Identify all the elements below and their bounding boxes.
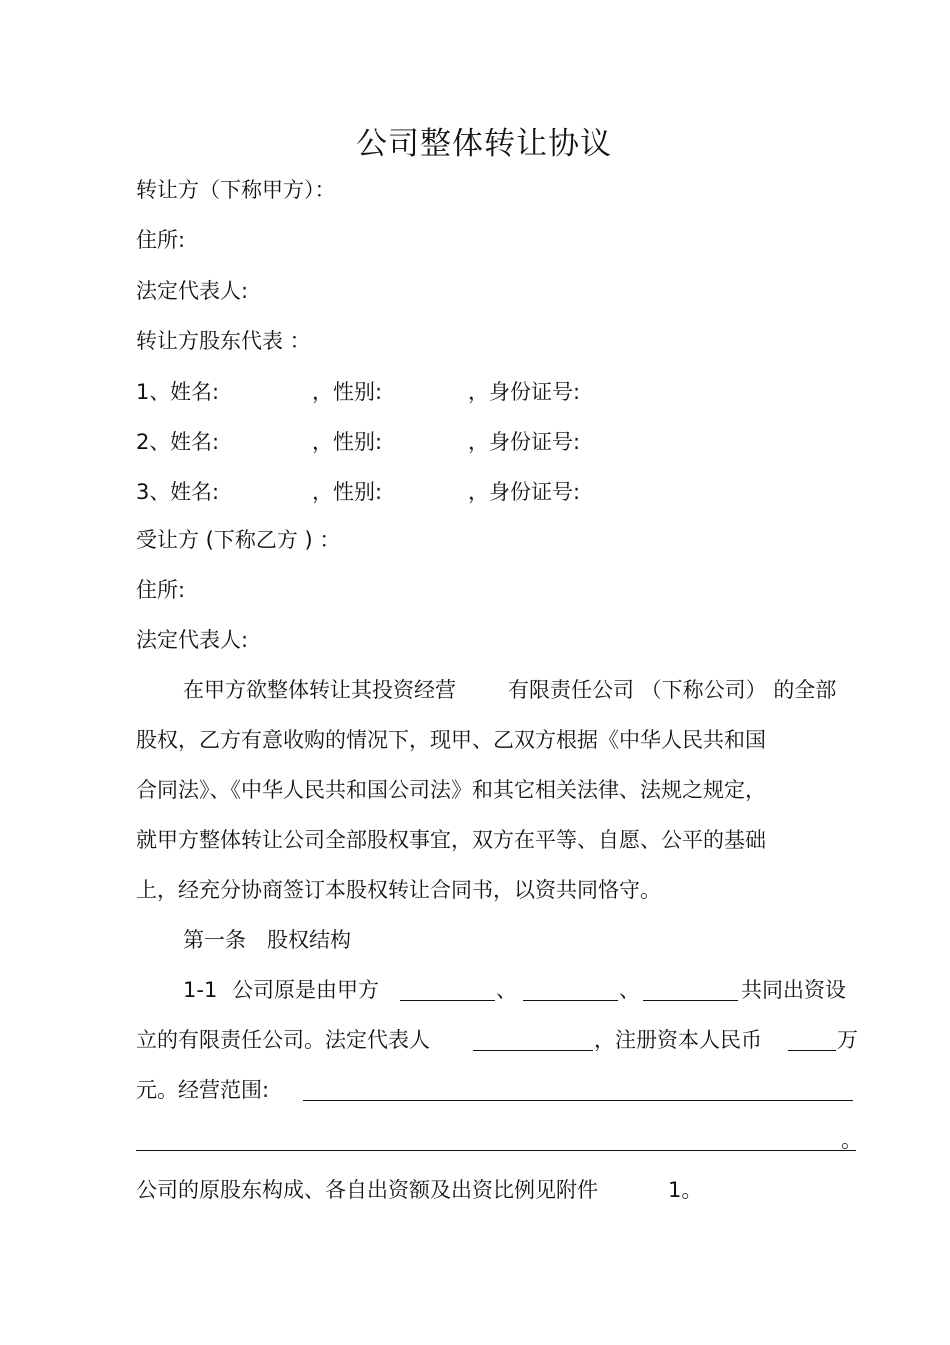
transferor-heading: 转让方（下称甲方）： (136, 178, 336, 202)
shareholder-id-label: ，身份证号: (468, 430, 581, 454)
shareholder-index: 1、 (136, 380, 171, 404)
clause-text: 万 (837, 1028, 858, 1052)
registered-capital-blank[interactable] (788, 1050, 836, 1051)
separator: 、 (619, 978, 640, 1002)
shareholder-gender-label: ，性别: (312, 430, 383, 454)
founder-2-blank[interactable] (523, 1000, 618, 1001)
transferee-address-label: 住所: (136, 578, 186, 602)
clause-end-mark: 。 (841, 1128, 862, 1152)
clause-number: 1-1 (183, 978, 218, 1002)
shareholder-index: 3、 (136, 480, 171, 504)
founder-3-blank[interactable] (643, 1000, 738, 1001)
transferee-legal-rep-label: 法定代表人: (136, 628, 249, 652)
shareholder-index: 2、 (136, 430, 171, 454)
shareholder-gender-label: ，性别: (312, 480, 383, 504)
document-title: 公司整体转让协议 (356, 126, 612, 162)
clause-text: 公司的原股东构成、各自出资额及出资比例见附件 (136, 1178, 598, 1202)
legal-rep-blank[interactable] (473, 1050, 593, 1051)
clause-text: 元。经营范围: (136, 1078, 270, 1102)
attachment-reference: 1。 (668, 1178, 703, 1202)
transferor-legal-rep-label: 法定代表人: (136, 279, 249, 303)
transferor-address-label: 住所: (136, 228, 186, 252)
clause-text: 共同出资设 (741, 978, 846, 1002)
shareholder-name-label: 姓名: (170, 480, 220, 504)
founder-1-blank[interactable] (400, 1000, 495, 1001)
preamble-line: 股权，乙方有意收购的情况下，现甲、乙双方根据《中华人民共和国 (136, 728, 766, 752)
preamble-line: 就甲方整体转让公司全部股权事宜，双方在平等、自愿、公平的基础 (136, 828, 766, 852)
business-scope-blank[interactable] (303, 1100, 853, 1101)
shareholder-id-label: ，身份证号: (468, 480, 581, 504)
preamble-line: 合同法》、《中华人民共和国公司法》和其它相关法律、法规之规定， (136, 778, 766, 802)
transferee-heading: 受让方 (下称乙方 ) ： (136, 528, 341, 552)
clause-text: ，注册资本人民币 (594, 1028, 762, 1052)
clause-text: 公司原是由甲方 (232, 978, 379, 1002)
shareholder-rep-label: 转让方股东代表 ： (136, 329, 311, 353)
shareholder-id-label: ，身份证号: (468, 380, 581, 404)
article-1-heading: 第一条 股权结构 (183, 928, 351, 952)
shareholder-name-label: 姓名: (170, 380, 220, 404)
business-scope-blank-continued[interactable] (136, 1150, 856, 1151)
shareholder-gender-label: ，性别: (312, 380, 383, 404)
preamble-line: 有限责任公司 （下称公司） 的全部 (508, 678, 837, 702)
clause-text: 立的有限责任公司。法定代表人 (136, 1028, 430, 1052)
preamble-line: 上，经充分协商签订本股权转让合同书，以资共同恪守。 (136, 878, 661, 902)
shareholder-name-label: 姓名: (170, 430, 220, 454)
separator: 、 (496, 978, 517, 1002)
preamble-line: 在甲方欲整体转让其投资经营 (183, 678, 456, 702)
